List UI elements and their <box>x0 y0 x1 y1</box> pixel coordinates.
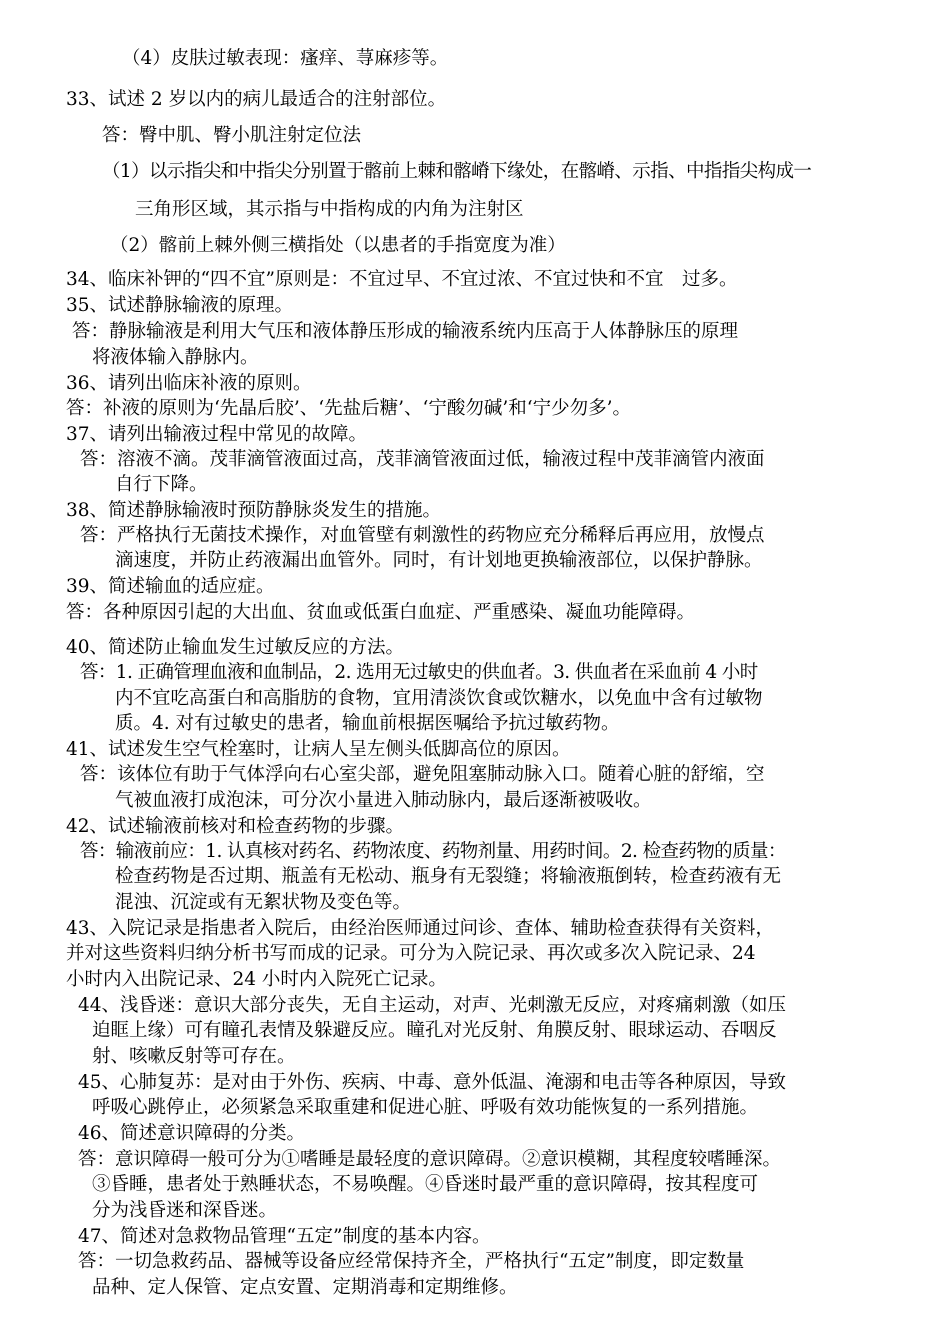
text-line: 呼吸心跳停止，必须紧急采取重建和促进心脏、呼吸有效功能恢复的一系列措施。 <box>92 1097 759 1118</box>
answer-46: 答：意识障碍一般可分为①嗜睡是最轻度的意识障碍。②意识模糊，其程度较嗜睡深。 <box>78 1149 782 1170</box>
text-line: 滴速度，并防止药液漏出血管外。同时，有计划地更换输液部位，以保护静脉。 <box>115 550 763 571</box>
text-line: 检查药物是否过期、瓶盖有无松动、瓶身有无裂缝；将输液瓶倒转，检查药液有无 <box>115 866 782 887</box>
text-line: 品种、定人保管、定点安置、定期消毒和定期维修。 <box>92 1277 518 1298</box>
text-line: （4）皮肤过敏表现：瘙痒、荨麻疹等。 <box>122 48 449 69</box>
text-line: ③昏睡，患者处于熟睡状态，不易唤醒。④昏迷时最严重的意识障碍，按其程度可 <box>92 1174 759 1195</box>
question-33: 33、试述 2 岁以内的病儿最适合的注射部位。 <box>66 89 447 110</box>
text-line: 三角形区域，其示指与中指构成的内角为注射区 <box>135 199 524 220</box>
answer-35: 答：静脉输液是利用大气压和液体静压形成的输液系统内压高于人体静脉压的原理 <box>72 321 739 342</box>
question-35: 35、试述静脉输液的原理。 <box>66 295 294 316</box>
text-line: 并对这些资料归纳分析书写而成的记录。可分为入院记录、再次或多次入院记录、24 <box>66 943 756 964</box>
answer-37: 答：溶液不滴。茂菲滴管液面过高，茂菲滴管液面过低，输液过程中茂菲滴管内液面 <box>80 449 765 470</box>
item-44: 44、浅昏迷：意识大部分丧失，无自主运动，对声、光刺激无反应，对疼痛刺激（如压 <box>78 995 787 1016</box>
item-43: 43、入院记录是指患者入院后，由经治医师通过问诊、查体、辅助检查获得有关资料， <box>66 918 775 939</box>
answer-41: 答：该体位有助于气体浮向右心室尖部，避免阻塞肺动脉入口。随着心脏的舒缩，空 <box>80 764 765 785</box>
text-line: 质。4. 对有过敏史的患者，输血前根据医嘱给予抗过敏药物。 <box>115 713 620 734</box>
text-line: （1）以示指尖和中指尖分别置于髂前上棘和髂嵴下缘处，在髂嵴、示指、中指指尖构成一 <box>102 161 812 182</box>
text-line: 混浊、沉淀或有无絮状物及变色等。 <box>115 892 412 913</box>
question-46: 46、简述意识障碍的分类。 <box>78 1123 306 1144</box>
question-41: 41、试述发生空气栓塞时，让病人呈左侧头低脚高位的原因。 <box>66 739 571 760</box>
question-36: 36、请列出临床补液的原则。 <box>66 373 312 394</box>
answer-47: 答：一切急救药品、器械等设备应经常保持齐全，严格执行“五定”制度，即定数量 <box>78 1251 745 1272</box>
text-line: 气被血液打成泡沫，可分次小量进入肺动脉内，最后逐渐被吸收。 <box>115 790 652 811</box>
text-line: 射、咳嗽反射等可存在。 <box>92 1046 296 1067</box>
text-line: 将液体输入静脉内。 <box>92 347 259 368</box>
question-47: 47、简述对急救物品管理“五定”制度的基本内容。 <box>78 1226 491 1247</box>
answer-38: 答：严格执行无菌技术操作，对血管壁有刺激性的药物应充分稀释后再应用，放慢点 <box>80 525 765 546</box>
question-37: 37、请列出输液过程中常见的故障。 <box>66 424 368 445</box>
question-34: 34、临床补钾的“四不宜”原则是：不宜过早、不宜过浓、不宜过快和不宜 过多。 <box>66 269 738 290</box>
text-line: 迫眶上缘）可有瞳孔表情及躲避反应。瞳孔对光反射、角膜反射、眼球运动、吞咽反 <box>92 1020 777 1041</box>
answer-39: 答：各种原因引起的大出血、贫血或低蛋白血症、严重感染、凝血功能障碍。 <box>66 602 696 623</box>
text-line: 自行下降。 <box>115 474 208 495</box>
answer-36: 答：补液的原则为‘先晶后胶’、‘先盐后糖’、‘宁酸勿碱’和‘宁少勿多’。 <box>66 398 632 419</box>
question-39: 39、简述输血的适应症。 <box>66 576 275 597</box>
text-line: 分为浅昏迷和深昏迷。 <box>92 1200 278 1221</box>
answer-33: 答：臀中肌、臀小肌注射定位法 <box>102 125 362 146</box>
question-38: 38、简述静脉输液时预防静脉炎发生的措施。 <box>66 500 442 521</box>
item-45: 45、心肺复苏：是对由于外伤、疾病、中毒、意外低温、淹溺和电击等各种原因，导致 <box>78 1072 787 1093</box>
answer-40: 答：1. 正确管理血液和血制品，2. 选用无过敏史的供血者。3. 供血者在采血前 4 小时 <box>80 662 758 683</box>
question-40: 40、简述防止输血发生过敏反应的方法。 <box>66 637 405 658</box>
text-line: （2）髂前上棘外侧三横指处（以患者的手指宽度为准） <box>110 235 566 256</box>
text-line: 内不宜吃高蛋白和高脂肪的食物，宜用清淡饮食或饮糖水，以免血中含有过敏物 <box>115 688 763 709</box>
text-line: 小时内入出院记录、24 小时内入院死亡记录。 <box>66 969 447 990</box>
answer-42: 答：输液前应：1. 认真核对药名、药物浓度、药物剂量、用药时间。2. 检查药物的质量： <box>80 841 786 862</box>
question-42: 42、试述输液前核对和检查药物的步骤。 <box>66 816 405 837</box>
